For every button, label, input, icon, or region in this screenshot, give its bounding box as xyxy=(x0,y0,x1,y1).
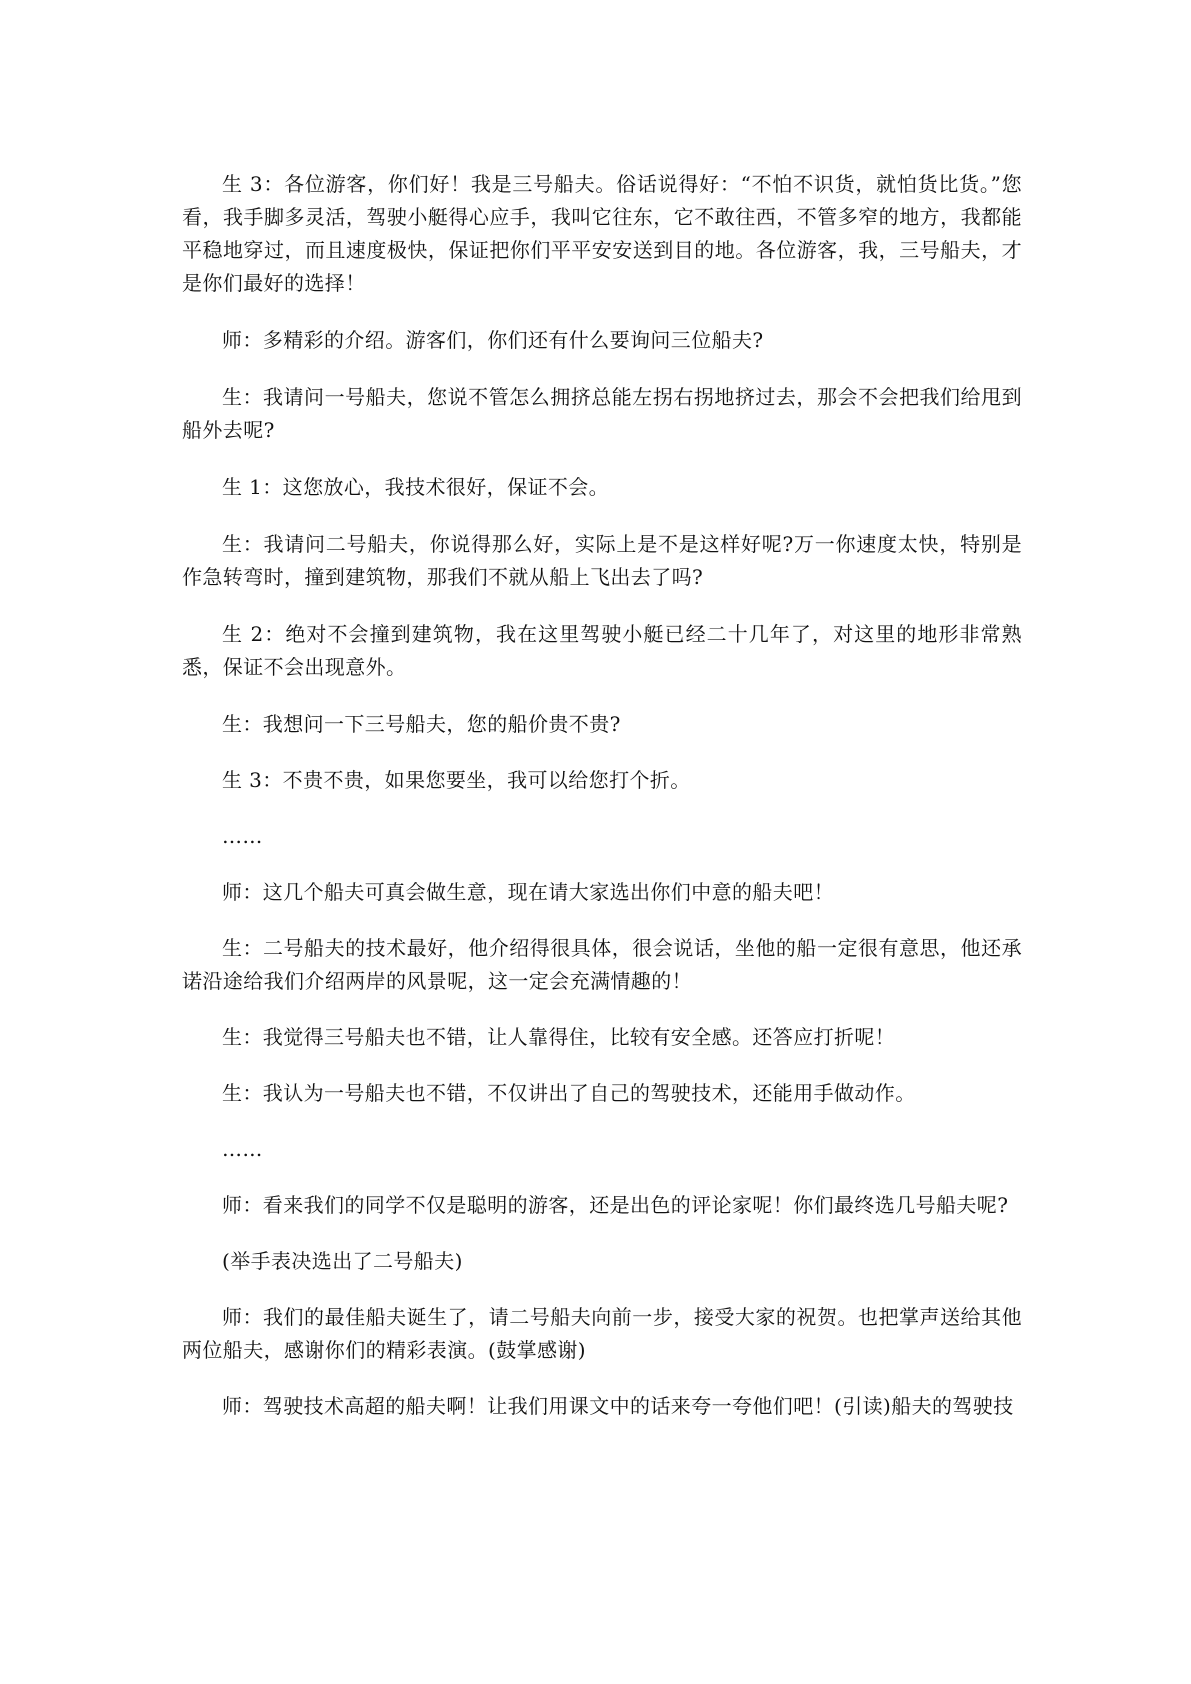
paragraph-boatman-2-answer: 生 2：绝对不会撞到建筑物，我在这里驾驶小艇已经二十几年了，对这里的地形非常熟悉，保证不会出现意外。 xyxy=(182,622,1022,679)
paragraph-ellipsis: …… xyxy=(222,1137,263,1161)
paragraph-teacher-congrats: 师：我们的最佳船夫诞生了，请二号船夫向前一步，接受大家的祝贺。也把掌声送给其他两位船夫，感谢你们的精彩表演。(鼓掌感谢) xyxy=(182,1305,1022,1362)
paragraph-teacher-question: 师：多精彩的介绍。游客们，你们还有什么要询问三位船夫? xyxy=(222,328,764,352)
paragraph-boatman-1-answer: 生 1：这您放心，我技术很好，保证不会。 xyxy=(222,475,610,499)
paragraph-student-choice-1: 生：我认为一号船夫也不错，不仅讲出了自己的驾驶技术，还能用手做动作。 xyxy=(222,1081,916,1105)
paragraph-teacher-vote: 师：看来我们的同学不仅是聪明的游客，还是出色的评论家呢！你们最终选几号船夫呢? xyxy=(222,1193,1009,1217)
paragraph-ask-boatman-2: 生：我请问二号船夫，你说得那么好，实际上是不是这样好呢?万一你速度太快，特别是作急转弯时，撞到建筑物，那我们不就从船上飞出去了吗? xyxy=(182,532,1022,589)
document-body xyxy=(182,168,1022,1423)
paragraph-ellipsis: …… xyxy=(222,824,263,848)
paragraph-ask-boatman-1: 生：我请问一号船夫，您说不管怎么拥挤总能左拐右拐地挤过去，那会不会把我们给甩到船外去呢? xyxy=(182,385,1022,442)
paragraph-student-choice-3: 生：我觉得三号船夫也不错，让人靠得住，比较有安全感。还答应打折呢！ xyxy=(222,1025,896,1049)
paragraph-teacher-choose: 师：这几个船夫可真会做生意，现在请大家选出你们中意的船夫吧！ xyxy=(222,880,834,904)
paragraph-student-choice-2: 生：二号船夫的技术最好，他介绍得很具体，很会说话，坐他的船一定很有意思，他还承诺沿途给我们介绍两岸的风景呢，这一定会充满情趣的！ xyxy=(182,936,1022,993)
paragraph-vote-result: (举手表决选出了二号船夫) xyxy=(222,1249,463,1273)
paragraph-boatman-3-answer: 生 3：不贵不贵，如果您要坐，我可以给您打个折。 xyxy=(222,768,691,792)
paragraph-teacher-praise: 师：驾驶技术高超的船夫啊！让我们用课文中的话来夸一夸他们吧！(引读)船夫的驾驶技 xyxy=(222,1394,1014,1418)
paragraph-boatman-3-intro: 生 3：各位游客，你们好！我是三号船夫。俗话说得好：“不怕不识货，就怕货比货。”您看，我手脚多灵活，驾驶小艇得心应手，我叫它往东，它不敢往西，不管多窄的地方，我都能平稳地穿过，而且速度极快，保证把你们平平安安送到目的地。各位游客，我，三号船夫，才是你们最好的选择！ xyxy=(182,172,1022,295)
paragraph-ask-boatman-3: 生：我想问一下三号船夫，您的船价贵不贵? xyxy=(222,712,621,736)
